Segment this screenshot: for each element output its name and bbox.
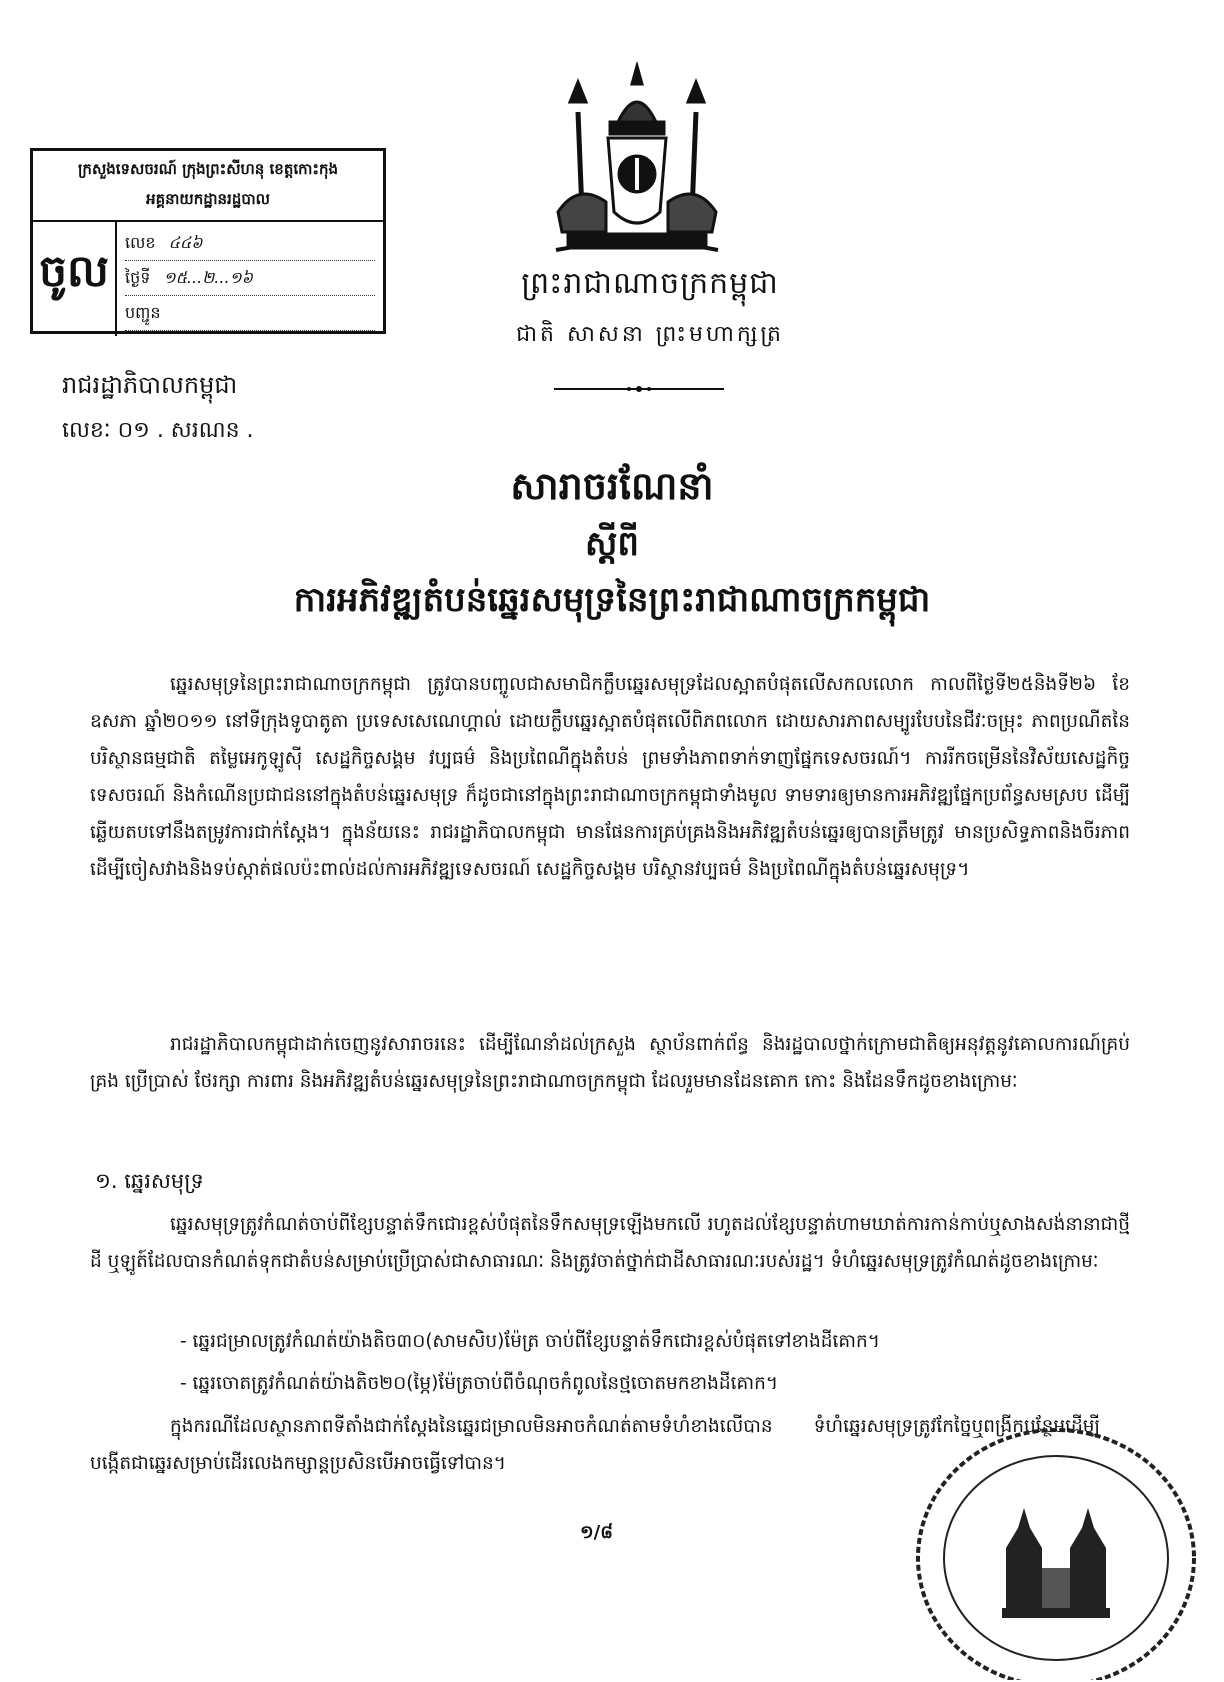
bullet-slope-beach: - ឆ្នេរជម្រាលត្រូវកំណត់យ៉ាងតិច៣០(សាមសិប)ម៉ែត្រ ចាប់ពីខ្សែបន្ទាត់ទឹកជោរខ្ពស់បំផុតទៅខាងដីគោក។ xyxy=(180,1331,880,1352)
reference-number: លេខៈ ០១ . សរណន . xyxy=(62,418,254,443)
document-type-title: សារាចរណែនាំ xyxy=(510,464,714,508)
kingdom-heading: ព្រះរាជាណាចក្រកម្ពុជា xyxy=(521,266,779,301)
government-name: រាជរដ្ឋាភិបាលកម្ពុជា xyxy=(62,371,238,399)
registry-stamp-fields xyxy=(117,222,383,336)
header-divider xyxy=(554,384,724,394)
registry-stamp-line1: ក្រសួងទេសចរណ៍ ក្រុងព្រះសីហនុ ខេត្តកោះកុង xyxy=(77,160,339,178)
registry-ledger-row xyxy=(125,296,375,331)
bullet-steep-beach: - ឆ្នេរចោតត្រូវកំណត់យ៉ាងតិច២០(ម្ភៃ)ម៉ែត្រចាប់ពីចំណុចកំពូលនៃថ្មចោតមកខាងដីគោក។ xyxy=(180,1373,779,1394)
royal-emblem-icon xyxy=(548,62,726,258)
registry-stamp xyxy=(30,148,386,334)
registry-number-label: លេខ xyxy=(125,233,156,252)
registry-stamp-in-label: ចូល xyxy=(33,222,117,336)
title-about: ស្តីពី xyxy=(585,524,639,564)
official-seal-icon xyxy=(906,1418,1206,1680)
section-1-paragraph: ឆ្នេរសមុទ្រត្រូវកំណត់ចាប់ពីខ្សែបន្ទាត់ទឹកជោរខ្ពស់បំផុតនៃទឹកសមុទ្រឡើងមកលើ រហូតដល់ខ្សែបន្ទាត់ហាមឃាត់ការកាន់កាប់ឬសាងសង់នានាជាថ្មី ដី ឬឡូត៍ដែលបានកំណត់ទុកជាតំបន់សម្រាប់ប្រើប្រាស់ជាសាធារណៈ និងត្រូវចាត់ថ្នាក់ជាដីសាធារណៈរបស់រដ្ឋ។ ទំហំឆ្នេរសមុទ្រត្រូវកំណត់ដូចខាងក្រោមៈ xyxy=(90,1214,1130,1272)
registry-number-value: ៤៤៦ xyxy=(168,233,203,252)
body-paragraph-1: ឆ្នេរសមុទ្រនៃព្រះរាជាណាចក្រកម្ពុជា ត្រូវបានបញ្ចូលជាសមាជិកក្លឹបឆ្នេរសមុទ្រដែលស្អាតបំផុតលើសកលលោក កាលពីថ្ងៃទី២៥និងទី២៦ ខែឧសភា ឆ្នាំ២០១១ នៅទីក្រុងទូបាតូតា ប្រទេសសេណេហ្គាល់ ដោយក្លឹបឆ្នេរស្អាតបំផុតលើពិភពលោក ដោយសារភាពសម្បូរបែបនៃជីវៈចម្រុះ ភាពប្រណីតនៃបរិស្ថានធម្មជាតិ តម្លៃអេកូឡូស៊ី សេដ្ឋកិច្ចសង្គម វប្បធម៌ និងប្រពៃណីក្នុងតំបន់ ព្រមទាំងភាពទាក់ទាញផ្នែកទេសចរណ៍។ ការរីកចម្រើននៃវិស័យសេដ្ឋកិច្ច ទេសចរណ៍ និងកំណើនប្រជាជននៅក្នុងតំបន់ឆ្នេរសមុទ្រ ក៏ដូចជានៅក្នុងព្រះរាជាណាចក្រកម្ពុជាទាំងមូល ទាមទារឲ្យមានការអភិវឌ្ឍផ្នែកប្រព័ន្ធសមស្រប ដើម្បីឆ្លើយតបទៅនឹងតម្រូវការជាក់ស្តែង។ ក្នុងន័យនេះ រាជរដ្ឋាភិបាលកម្ពុជា មានផែនការគ្រប់គ្រងនិងអភិវឌ្ឍតំបន់ឆ្នេរឲ្យបានត្រឹមត្រូវ មានប្រសិទ្ធភាពនិងចីរភាព ដើម្បីចៀសវាងនិងទប់ស្កាត់ផលប៉ះពាល់ដល់ការអភិវឌ្ឍទេសចរណ៍ សេដ្ឋកិច្ចសង្គម បរិស្ថានវប្បធម៌ និងប្រពៃណីក្នុងតំបន់ឆ្នេរសមុទ្រ។ xyxy=(90,674,1130,880)
registry-date-label: ថ្ងៃទី xyxy=(125,268,151,287)
registry-date-row xyxy=(125,261,375,296)
page-number: ១/៨ xyxy=(580,1522,613,1543)
registry-stamp-header xyxy=(33,151,383,222)
document-subject: ការអភិវឌ្ឍតំបន់ឆ្នេរសមុទ្រនៃព្រះរាជាណាចក្រកម្ពុជា xyxy=(293,580,931,620)
registry-stamp-line2: អគ្គនាយកដ្ឋានរដ្ឋបាល xyxy=(146,190,270,208)
section-1-title: ១. ឆ្នេរសមុទ្រ xyxy=(95,1169,204,1193)
body-paragraph-2: រាជរដ្ឋាភិបាលកម្ពុជាដាក់ចេញនូវសារាចរនេះ ដើម្បីណែនាំដល់ក្រសួង ស្ថាប័នពាក់ព័ន្ធ និងរដ្ឋបាលថ្នាក់ក្រោមជាតិឲ្យអនុវត្តនូវគោលការណ៍គ្រប់គ្រង ប្រើប្រាស់ ថែរក្សា ការពារ និងអភិវឌ្ឍតំបន់ឆ្នេរសមុទ្រនៃព្រះរាជាណាចក្រកម្ពុជា ដែលរួមមានដែនគោក កោះ និងដែនទឹកដូចខាងក្រោមៈ xyxy=(90,1034,1130,1092)
registry-number-row xyxy=(125,226,375,261)
registry-stamp-body xyxy=(33,222,383,336)
registry-ledger-label: បញ្ជូន xyxy=(125,303,161,322)
registry-date-value: ១៥...២...១៦ xyxy=(163,268,253,287)
section-1-paragraph-2: ក្នុងករណីដែលស្ថានភាពទីតាំងជាក់ស្តែងនៃឆ្នេរជម្រាលមិនអាចកំណត់តាមទំហំខាងលើបាន ទំហំឆ្នេរសមុទ្រត្រូវកែច្នៃឬពង្រីកបន្ថែមដើម្បីបង្កើតជាឆ្នេរសម្រាប់ដើរលេងកម្សាន្តប្រសិនបើអាចធ្វើទៅបាន។ xyxy=(90,1416,1100,1474)
national-motto: ជាតិ សាសនា ព្រះមហាក្សត្រ xyxy=(516,322,784,347)
